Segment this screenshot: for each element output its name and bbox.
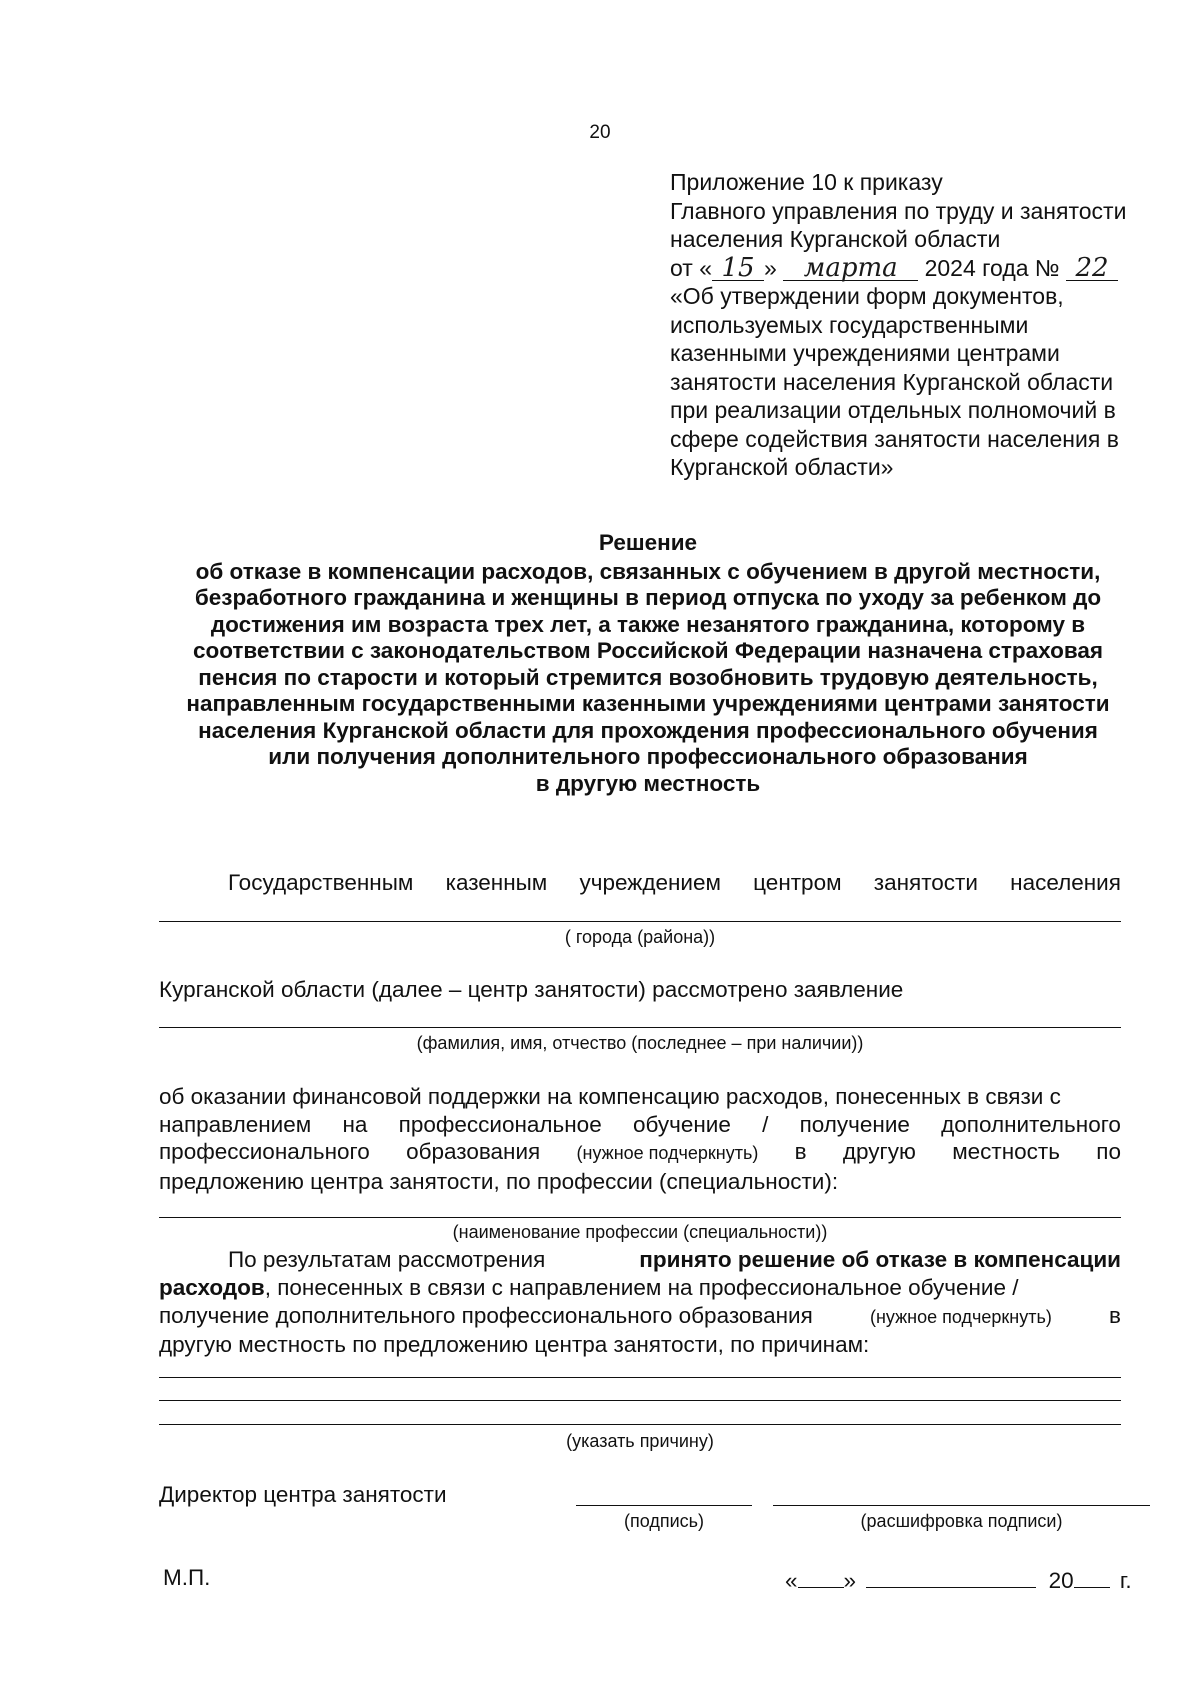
annex-line-3: населения Курганской области xyxy=(670,226,1001,252)
para2 xyxy=(159,1246,1121,1359)
annex-title-6: сфере содействия занятости населения в xyxy=(670,425,1119,452)
caption-profession: (наименование профессии (специальности)) xyxy=(452,1222,828,1242)
annex-title-7: Курганской области» xyxy=(670,454,894,480)
region-line: Курганской области (далее – центр занятости) рассмотрено заявление xyxy=(159,977,904,1002)
intro-word: занятости xyxy=(873,870,978,895)
reason-field-line-1 xyxy=(159,1377,1121,1378)
annex-line-1: Приложение 10 к приказу xyxy=(670,169,943,195)
handwritten-day: 15 xyxy=(721,252,755,283)
director-label: Директор центра занятости xyxy=(159,1482,447,1507)
profession-field-line xyxy=(159,1217,1121,1218)
date-field xyxy=(785,1565,1132,1594)
underline-note: (нужное подчеркнуть) xyxy=(870,1307,1052,1327)
page-number: 20 xyxy=(589,122,611,143)
para2-line-2: расходов, понесенных в связи с направлением на профессиональное обучение / xyxy=(159,1275,1019,1300)
reason-field-line-2 xyxy=(159,1400,1121,1401)
annex-line-2: Главного управления по труду и занятости xyxy=(670,197,1127,224)
date-open-quote: « xyxy=(785,1568,798,1593)
signature-line xyxy=(576,1505,752,1506)
caption-fio: (фамилия, имя, отчество (последнее – при наличии)) xyxy=(416,1033,864,1053)
intro-word: учреждением xyxy=(579,870,721,895)
title-line-4: соответствии с законодательством Российской Федерации назначена страховая xyxy=(192,638,1104,663)
reason-field-line-3 xyxy=(159,1424,1121,1425)
date-year: 2024 года № xyxy=(924,254,1060,281)
intro-word: казенным xyxy=(445,870,548,895)
caption-signature: (подпись) xyxy=(623,1511,705,1531)
caption-decoding: (расшифровка подписи) xyxy=(860,1511,1063,1531)
para2-line-3: получение дополнительного профессионального образования (нужное подчеркнуть) в xyxy=(159,1302,1121,1331)
year-prefix: 20 xyxy=(1048,1568,1074,1593)
intro-word: центром xyxy=(753,870,842,895)
intro-word: населения xyxy=(1010,870,1121,895)
day-blank xyxy=(798,1565,844,1588)
annex-date-line xyxy=(670,254,1190,283)
annex-title-5: при реализации отдельных полномочий в xyxy=(670,397,1116,423)
title-line-3: достижения им возраста трех лет, а также незанятого гражданина, которому в xyxy=(210,611,1086,637)
title-line-5: пенсия по старости и который стремится возобновить трудовую деятельность, xyxy=(198,664,1098,690)
date-mid: » xyxy=(764,254,777,281)
year-suffix: г. xyxy=(1119,1568,1132,1593)
annex-title-3: казенными учреждениями центрами xyxy=(670,340,1060,366)
annex-title-1: «Об утверждении форм документов, xyxy=(670,283,1064,309)
decoding-line xyxy=(773,1505,1150,1506)
date-close-quote: » xyxy=(843,1568,857,1593)
para2-line-1: По результатам рассмотрения принято решение об отказе в компенсации xyxy=(228,1247,1121,1272)
intro-line xyxy=(228,870,1121,896)
para1-line-3: профессионального образования (нужное подчеркнуть) в другую местность по xyxy=(159,1138,1121,1168)
title-line-2: безработного гражданина и женщины в период отпуска по уходу за ребенком до xyxy=(194,585,1102,610)
city-field-line xyxy=(159,921,1121,922)
para1-line-2: направлением на профессиональное обучение / получение дополнительного xyxy=(159,1111,1121,1137)
title-line-7: населения Курганской области для прохождения профессионального обучения xyxy=(198,717,1098,743)
para1-line-1: об оказании финансовой поддержки на компенсацию расходов, понесенных в связи с xyxy=(159,1084,1061,1109)
para1 xyxy=(159,1083,1121,1195)
year-blank xyxy=(1074,1565,1110,1588)
handwritten-number: 22 xyxy=(1075,252,1109,283)
intro-word: Государственным xyxy=(228,870,414,895)
fio-field-line xyxy=(159,1027,1121,1028)
month-blank xyxy=(866,1565,1036,1588)
annex-block xyxy=(670,168,1190,482)
title-line-1: об отказе в компенсации расходов, связанных с обучением в другой местности, xyxy=(195,558,1101,584)
document-title xyxy=(150,530,1146,797)
title-line-8: или получения дополнительного профессионального образования xyxy=(268,744,1028,769)
title-line-9: в другую местность xyxy=(535,770,761,796)
caption-reason: (указать причину) xyxy=(566,1431,714,1451)
title-line-6: направленным государственными казенными учреждениями центрами занятости xyxy=(186,691,1110,716)
para2-line-4: другую местность по предложению центра занятости, по причинам: xyxy=(159,1332,870,1357)
annex-title-4: занятости населения Курганской области xyxy=(670,368,1114,395)
date-prefix: от « xyxy=(670,254,713,281)
para1-line-4: предложению центра занятости, по профессии (специальности): xyxy=(159,1168,839,1194)
document-heading: Решение xyxy=(598,530,698,555)
handwritten-month: марта xyxy=(803,252,898,283)
stamp-label: М.П. xyxy=(163,1565,211,1590)
caption-city: ( города (района)) xyxy=(564,927,716,947)
underline-note: (нужное подчеркнуть) xyxy=(576,1143,759,1163)
annex-title-2: используемых государственными xyxy=(670,311,1029,338)
